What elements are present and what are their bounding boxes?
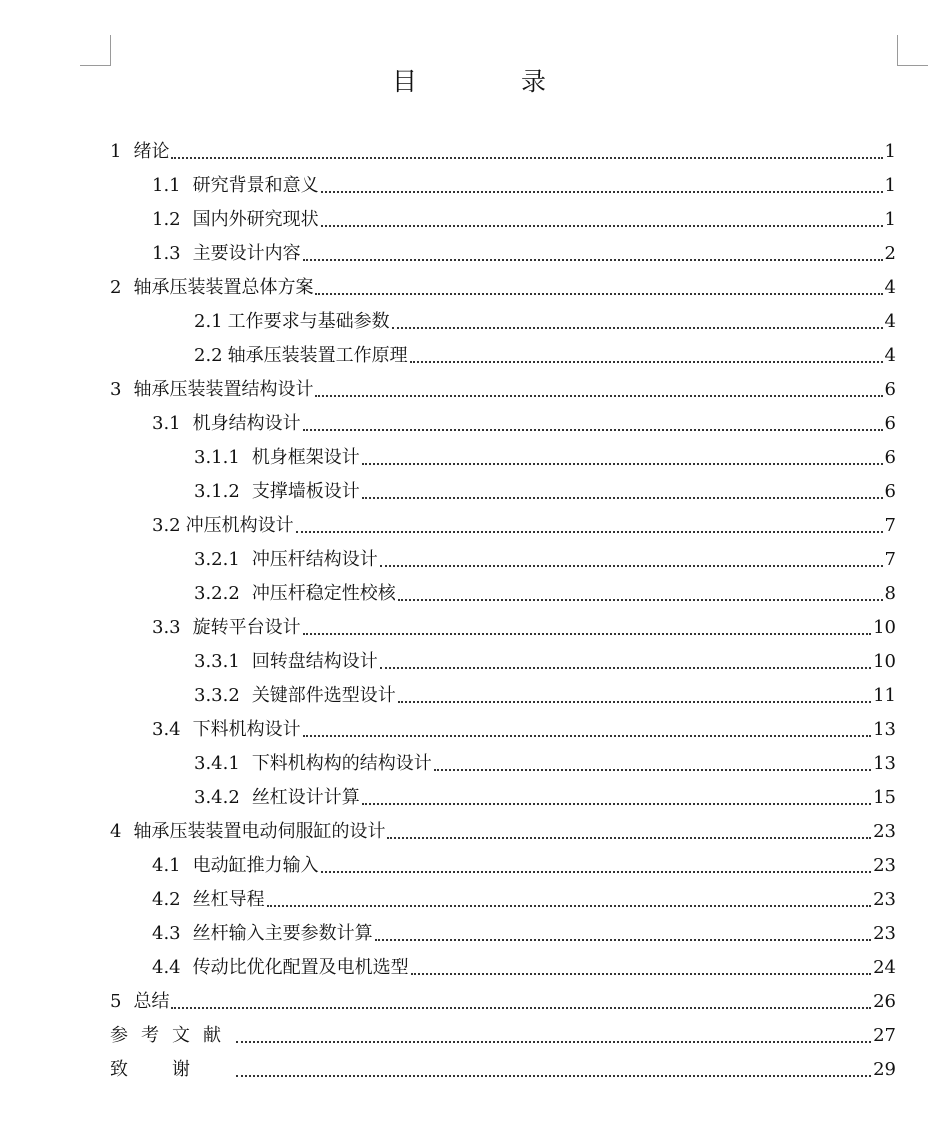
toc-entry-page: 1 — [884, 175, 896, 196]
toc-entry-5[interactable] — [110, 985, 896, 1019]
toc-entry-number: 4.2 — [152, 889, 181, 910]
toc-entry-1-1[interactable] — [152, 169, 896, 203]
toc-entry-page: 23 — [873, 821, 896, 842]
toc-entry-number: 3.4.2 — [194, 787, 240, 808]
toc-leader-dots — [380, 667, 871, 669]
toc-entry-title: 绪论 — [133, 141, 170, 162]
toc-entry-title: 下料机构构的结构设计 — [251, 753, 432, 774]
toc-entry-page: 23 — [873, 923, 896, 944]
toc-entry-4[interactable] — [110, 815, 896, 849]
toc-entry-page: 23 — [873, 889, 896, 910]
toc-entry-page: 13 — [873, 753, 896, 774]
toc-leader-dots — [380, 565, 883, 567]
toc-entry-title: 传动比优化配置及电机选型 — [192, 957, 409, 978]
toc-entry-page: 15 — [873, 787, 896, 808]
toc-entry-number: 4.1 — [152, 855, 181, 876]
toc-entry-title: 参考文献 — [110, 1025, 234, 1046]
toc-entry-3[interactable] — [110, 373, 896, 407]
toc-entry-page: 29 — [873, 1059, 896, 1080]
toc-leader-dots — [315, 293, 882, 295]
toc-entry-number: 3.3.1 — [194, 651, 240, 672]
toc-entry-2-2[interactable] — [194, 339, 896, 373]
toc-entry-2[interactable] — [110, 271, 896, 305]
toc-leader-dots — [392, 327, 883, 329]
toc-entry-number: 5 — [110, 991, 122, 1012]
toc-entry-title: 研究背景和意义 — [192, 175, 319, 196]
toc-entry-title: 轴承压装装置结构设计 — [133, 379, 314, 400]
toc-leader-dots — [315, 395, 882, 397]
toc-entry-references[interactable] — [110, 1019, 896, 1053]
toc-entry-title: 丝杆输入主要参数计算 — [192, 923, 373, 944]
toc-leader-dots — [303, 735, 871, 737]
toc-entry-1-2[interactable] — [152, 203, 896, 237]
toc-entry-title: 轴承压装装置工作原理 — [227, 345, 408, 366]
toc-entry-number: 4 — [110, 821, 122, 842]
toc-entry-3-3-1[interactable] — [194, 645, 896, 679]
toc-entry-number: 3 — [110, 379, 122, 400]
toc-entry-4-1[interactable] — [152, 849, 896, 883]
toc-entry-page: 10 — [873, 651, 896, 672]
toc-entry-title: 支撑墙板设计 — [251, 481, 360, 502]
toc-entry-3-4-2[interactable] — [194, 781, 896, 815]
toc-entry-number: 3.4 — [152, 719, 181, 740]
toc-entry-title: 轴承压装装置总体方案 — [133, 277, 314, 298]
toc-leader-dots — [171, 1007, 871, 1009]
toc-leader-dots — [303, 429, 883, 431]
toc-leader-dots — [362, 803, 871, 805]
toc-entry-number: 1.2 — [152, 209, 181, 230]
toc-entry-title: 丝杠设计计算 — [251, 787, 360, 808]
toc-leader-dots — [387, 837, 871, 839]
toc-entry-number: 3.2.1 — [194, 549, 240, 570]
toc-leader-dots — [362, 463, 883, 465]
toc-entry-title: 机身框架设计 — [251, 447, 360, 468]
toc-entry-number: 1.1 — [152, 175, 181, 196]
toc-entry-number: 4.3 — [152, 923, 181, 944]
toc-entry-title: 关键部件选型设计 — [251, 685, 396, 706]
toc-entry-title: 冲压杆结构设计 — [251, 549, 378, 570]
toc-leader-dots — [303, 633, 871, 635]
toc-entry-page: 1 — [884, 209, 896, 230]
toc-entry-title: 轴承压装装置电动伺服缸的设计 — [133, 821, 386, 842]
toc-entry-title: 回转盘结构设计 — [251, 651, 378, 672]
toc-entry-title: 致谢 — [110, 1059, 234, 1080]
toc-leader-dots — [434, 769, 871, 771]
toc-entry-3-3[interactable] — [152, 611, 896, 645]
toc-entry-page: 6 — [884, 447, 896, 468]
toc-entry-4-4[interactable] — [152, 951, 896, 985]
toc-entry-1-3[interactable] — [152, 237, 896, 271]
toc-entry-page: 23 — [873, 855, 896, 876]
toc-leader-dots — [411, 973, 871, 975]
toc-entry-number: 3.3.2 — [194, 685, 240, 706]
toc-entry-title: 下料机构设计 — [192, 719, 301, 740]
toc-entry-number: 3.1 — [152, 413, 181, 434]
toc-leader-dots — [321, 191, 883, 193]
toc-entry-title: 国内外研究现状 — [192, 209, 319, 230]
toc-entry-page: 27 — [873, 1025, 896, 1046]
toc-leader-dots — [321, 225, 883, 227]
toc-entry-title: 电动缸推力输入 — [192, 855, 319, 876]
toc-entry-3-4-1[interactable] — [194, 747, 896, 781]
toc-entry-number: 2 — [110, 277, 122, 298]
toc-entry-page: 13 — [873, 719, 896, 740]
toc-entry-title: 总结 — [133, 991, 170, 1012]
toc-entry-page: 8 — [884, 583, 896, 604]
toc-entry-title: 主要设计内容 — [192, 243, 301, 264]
toc-entry-page: 4 — [884, 277, 896, 298]
toc-entry-page: 4 — [884, 345, 896, 366]
toc-entry-page: 24 — [873, 957, 896, 978]
toc-entry-number: 4.4 — [152, 957, 181, 978]
toc-entry-page: 10 — [873, 617, 896, 638]
toc-leader-dots — [398, 701, 871, 703]
toc-entry-title: 机身结构设计 — [192, 413, 301, 434]
toc-entry-title: 冲压杆稳定性校核 — [251, 583, 396, 604]
toc-entry-1[interactable] — [110, 135, 896, 169]
toc-entry-page: 7 — [884, 515, 896, 536]
toc-entry-page: 1 — [884, 141, 896, 162]
toc-leader-dots — [398, 599, 883, 601]
toc-entry-page: 26 — [873, 991, 896, 1012]
toc-entry-3-2-1[interactable] — [194, 543, 896, 577]
toc-leader-dots — [303, 259, 883, 261]
toc-entry-page: 4 — [884, 311, 896, 332]
toc-entry-3-3-2[interactable] — [194, 679, 896, 713]
toc-entry-page: 2 — [884, 243, 896, 264]
toc-entry-number: 2.2 — [194, 345, 223, 366]
toc-entry-number: 3.2.2 — [194, 583, 240, 604]
toc-leader-dots — [375, 939, 871, 941]
toc-leader-dots — [296, 531, 883, 533]
toc-entry-3-1-1[interactable] — [194, 441, 896, 475]
toc-leader-dots — [236, 1041, 871, 1043]
toc-entry-title: 工作要求与基础参数 — [227, 311, 390, 332]
toc-entry-4-2[interactable] — [152, 883, 896, 917]
toc-entry-number: 1 — [110, 141, 122, 162]
toc-leader-dots — [171, 157, 882, 159]
toc-leader-dots — [362, 497, 883, 499]
toc-leader-dots — [410, 361, 883, 363]
toc-entry-acknowledgements[interactable] — [110, 1053, 896, 1087]
toc-entry-title: 丝杠导程 — [192, 889, 265, 910]
toc-entry-page: 6 — [884, 413, 896, 434]
toc-entry-page: 6 — [884, 379, 896, 400]
toc-entry-number: 3.2 — [152, 515, 181, 536]
toc-entry-page: 7 — [884, 549, 896, 570]
toc-entry-number: 3.4.1 — [194, 753, 240, 774]
toc-entry-number: 3.1.2 — [194, 481, 240, 502]
toc-entry-title: 旋转平台设计 — [192, 617, 301, 638]
toc-entry-2-1[interactable] — [194, 305, 896, 339]
toc-entry-title: 冲压机构设计 — [185, 515, 294, 536]
toc-title: 目 录 — [392, 67, 594, 96]
toc-entry-3-4[interactable] — [152, 713, 896, 747]
toc-leader-dots — [236, 1075, 871, 1077]
toc-leader-dots — [267, 905, 871, 907]
toc-entry-page: 6 — [884, 481, 896, 502]
toc-entry-number: 3.1.1 — [194, 447, 240, 468]
toc-entry-number: 3.3 — [152, 617, 181, 638]
toc-entry-number: 2.1 — [194, 311, 223, 332]
toc-leader-dots — [321, 871, 871, 873]
toc-entry-4-3[interactable] — [152, 917, 896, 951]
toc-entry-3-1[interactable] — [152, 407, 896, 441]
toc-entry-3-1-2[interactable] — [194, 475, 896, 509]
toc-entry-number: 1.3 — [152, 243, 181, 264]
toc-entry-page: 11 — [873, 685, 896, 706]
toc-entry-3-2-2[interactable] — [194, 577, 896, 611]
toc-entry-3-2[interactable] — [152, 509, 896, 543]
